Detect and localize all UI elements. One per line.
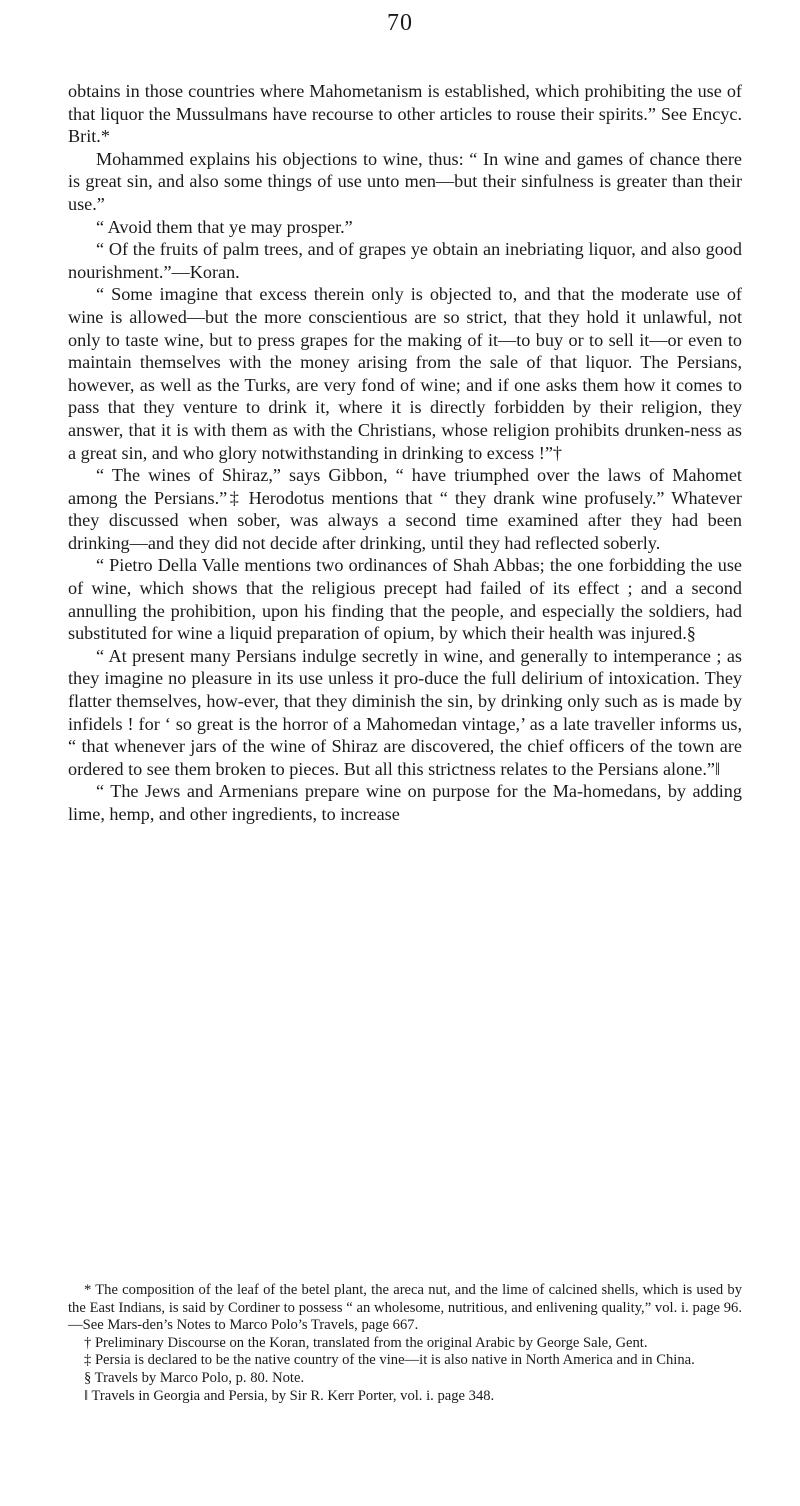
footnote: † Preliminary Discourse on the Koran, translated from the original Arabic by George Sale, Gent. bbox=[84, 1334, 648, 1351]
paragraph: Mohammed explains his objections to wine, thus: “ In wine and games of chance there is great sin, and also some things of use unto men—but their sinfulness is greater than their use.” bbox=[68, 148, 742, 214]
page-number: 70 bbox=[387, 10, 413, 36]
paragraph: “ The wines of Shiraz,” says Gibbon, “ have triumphed over the laws of Mahomet among the Persians.”‡ Herodotus mentions that “ they drank wine profusely.” Whatever they discussed when sober, was always a second time examined after they had been drinking—and they did not decide after drinking, until they had reflected soberly. bbox=[68, 465, 742, 553]
footnotes bbox=[68, 1282, 742, 1405]
paragraph: “ Some imagine that excess therein only is objected to, and that the moderate use of wine is allowed—but the more conscientious are so strict, that they hold it unlawful, not only to taste wine, but to press grapes for the making of it—to buy or to sell it—or even to maintain themselves with the money arising from the sale of that liquor. The Persians, however, as well as the Turks, are very fond of wine; and if one asks them how it comes to pass that they venture to drink it, where it is directly forbidden by their religion, they answer, that it is with them as with the Christians, whose religion prohibits drunken-ness as a great sin, and who glory notwithstanding in drinking to excess !”† bbox=[68, 284, 742, 463]
body-text bbox=[68, 80, 742, 826]
paragraph: “ At present many Persians indulge secretly in wine, and generally to intemperance ; as they imagine no pleasure in its use unless it pro-duce the full delirium of intoxication. They flatter themselves, how-ever, that they diminish the sin, by drinking only such as is made by infidels ! for ‘ so great is the horror of a Mahomedan vintage,’ as a late traveller informs us, “ that whenever jars of the wine of Shiraz are discovered, the chief officers of the town are ordered to see them broken to pieces. But all this strictness relates to the Persians alone.”‖ bbox=[68, 645, 742, 779]
paragraph: “ The Jews and Armenians prepare wine on purpose for the Ma-homedans, by adding lime, hemp, and other ingredients, to increase bbox=[68, 781, 742, 824]
paragraph: “ Avoid them that ye may prosper.” bbox=[96, 216, 353, 237]
paragraph: “ Of the fruits of palm trees, and of grapes ye obtain an inebriating liquor, and also good nourishment.”—Koran. bbox=[68, 239, 742, 282]
footnote: * The composition of the leaf of the betel plant, the areca nut, and the lime of calcined shells, which is used by the East Indians, is said by Cordiner to possess “ an wholesome, nutritious, and enlivening quality,” vol. i. page 96.—See Mars-den’s Notes to Marco Polo’s Travels, page 667. bbox=[68, 1282, 742, 1334]
paragraph: obtains in those countries where Mahometanism is established, which prohibiting the use of that liquor the Mussulmans have recourse to other articles to rouse their spirits.” See Encyc. Brit.* bbox=[68, 81, 742, 147]
footnote: ‡ Persia is declared to be the native country of the vine—it is also native in North America and in China. bbox=[84, 1352, 695, 1369]
paragraph: “ Pietro Della Valle mentions two ordinances of Shah Abbas; the one forbidding the use of wine, which shows that the religious precept had failed of its effect ; and a second annulling the prohibition, upon his finding that the people, and especially the soldiers, had substituted for wine a liquid preparation of opium, by which their health was injured.§ bbox=[68, 555, 742, 644]
footnote: § Travels by Marco Polo, p. 80. Note. bbox=[84, 1369, 305, 1386]
footnote: ‖ Travels in Georgia and Persia, by Sir R. Kerr Porter, vol. i. page 348. bbox=[84, 1387, 495, 1404]
